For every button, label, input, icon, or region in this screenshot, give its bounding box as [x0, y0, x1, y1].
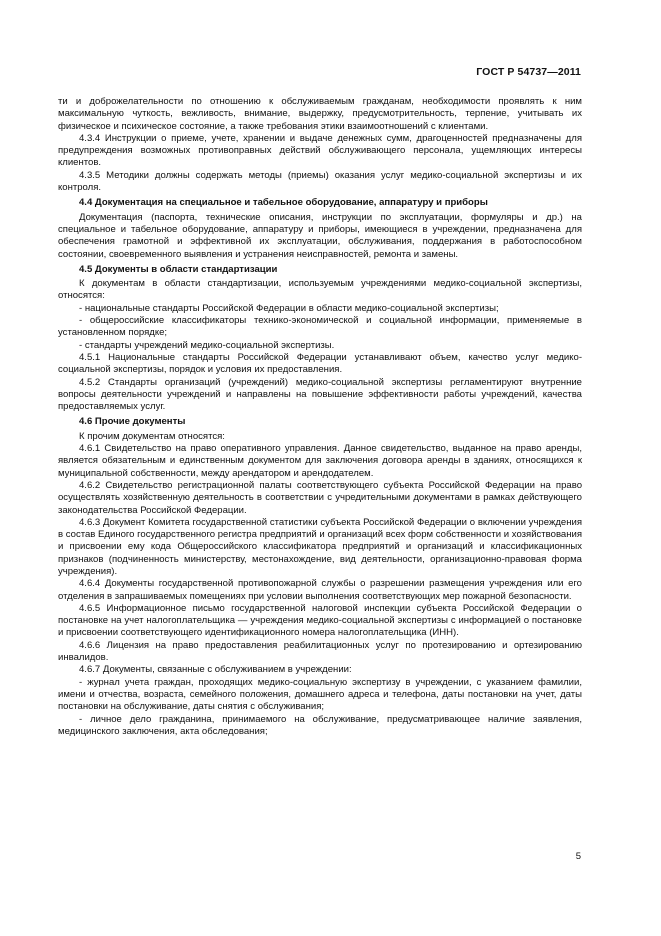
section-heading: 4.6 Прочие документы: [79, 416, 186, 428]
paragraph: 4.6.4 Документы государственной противопожарной службы о разрешении размещения учреждения или его отделения в запрашиваемых помещениях при условии выполнения соответствующих мер пожарной безопасности.: [58, 578, 582, 602]
paragraph: - личное дело гражданина, принимаемого на обслуживание, предусматривающее наличие заявления, медицинского заключения, акта обследования;: [58, 713, 582, 737]
paragraph: 4.6.5 Информационное письмо государственной налоговой инспекции субъекта Российской Федерации о постановке на учет налогоплательщика — учреждения медико-социальной экспертизы с информацией о постановке и присвоении соответствующего идентификационного номера налогоплательщика (ИНН).: [58, 602, 582, 639]
paragraph: 4.6.1 Свидетельство на право оперативного управления. Данное свидетельство, выданное на право аренды, является обязательным и единственным документом для заключения договора аренды в зданиях, относящихся к муниципальной собственности, между арендатором и арендодателем.: [58, 443, 582, 479]
paragraph: - национальные стандарты Российской Федерации в области медико-социальной экспертизы;: [79, 302, 499, 314]
paragraph: - общероссийские классификаторы технико-экономической и социальной информации, применяемые в установленном порядке;: [58, 315, 582, 339]
paragraph: 4.3.5 Методики должны содержать методы (приемы) оказания услуг медико-социальной экспертизы и их контроля.: [58, 169, 582, 194]
paragraph: К прочим документам относятся:: [79, 430, 225, 442]
paragraph-continuation: ти и доброжелательности по отношению к обслуживаемым гражданам, необходимости проявлять к ним максимальную чуткость, вежливость, внимание, выдержку, предусмотрительность, терпение, учитывать их физическое и психическое состояние, а также требования этики взаимоотношений с клиентами.: [58, 96, 582, 132]
document-header-id: ГОСТ Р 54737—2011: [476, 66, 581, 78]
paragraph: Документация (паспорта, технические описания, инструкции по эксплуатации, формуляры и др.) на специальное и табельное оборудование, аппаратуру и приборы, имеющиеся в учреждении, предназначена для обеспечения грамотной и эффективной их эксплуатации, обслуживания, поддержания в работоспособном состоянии, своевременного выявления и устранения неисправностей, ремонта и замены.: [58, 211, 582, 260]
paragraph: - стандарты учреждений медико-социальной экспертизы.: [79, 339, 335, 351]
paragraph: 4.3.4 Инструкции о приеме, учете, хранении и выдаче денежных сумм, драгоценностей предназначены для предупреждения возможных противоправных действий обслуживающего персонала, ущемляющих интересы клиентов.: [58, 132, 582, 169]
section-heading: 4.4 Документация на специальное и табельное оборудование, аппаратуру и приборы: [79, 197, 488, 209]
paragraph: - журнал учета граждан, проходящих медико-социальную экспертизу в учреждении, с указанием фамилии, имени и отчества, возраста, семейного положения, домашнего адреса и телефона, даты постановки на учет, даты постановки на обслуживание, даты снятия с обслуживания;: [58, 676, 582, 713]
section-heading: 4.5 Документы в области стандартизации: [79, 263, 278, 275]
page-number: 5: [575, 851, 581, 862]
paragraph: 4.5.2 Стандарты организаций (учреждений) медико-социальной экспертизы регламентируют внутренние вопросы деятельности учреждений и направлены на повышение эффективности работы учреждений, качества предоставляемых услуг.: [58, 376, 582, 413]
paragraph: 4.6.7 Документы, связанные с обслуживанием в учреждении:: [79, 664, 352, 676]
paragraph: 4.6.3 Документ Комитета государственной статистики субъекта Российской Федерации о включении учреждения в состав Единого государственного регистра предприятий и организаций всех форм собственности и хозяйствования и присвоении ему кода Общероссийского классификатора предприятий и организаций и классификационных признаков (подчиненность министерству, местонахождение, вид деятельности, организационно-правовая форма учреждения).: [58, 516, 582, 577]
document-body: [58, 96, 582, 738]
paragraph: К документам в области стандартизации, используемым учреждениями медико-социальной экспертизы, относятся:: [58, 278, 582, 302]
paragraph: 4.5.1 Национальные стандарты Российской Федерации устанавливают объем, качество услуг медико-социальной экспертизы, порядок и условия их предоставления.: [58, 351, 582, 376]
paragraph: 4.6.2 Свидетельство регистрационной палаты соответствующего субъекта Российской Федерации на право осуществлять хозяйственную деятельность в соответствии с учредительными документами в рамках действующего законодательства Российской Федерации.: [58, 479, 582, 516]
paragraph: 4.6.6 Лицензия на право предоставления реабилитационных услуг по протезированию и ортезированию инвалидов.: [58, 639, 582, 664]
